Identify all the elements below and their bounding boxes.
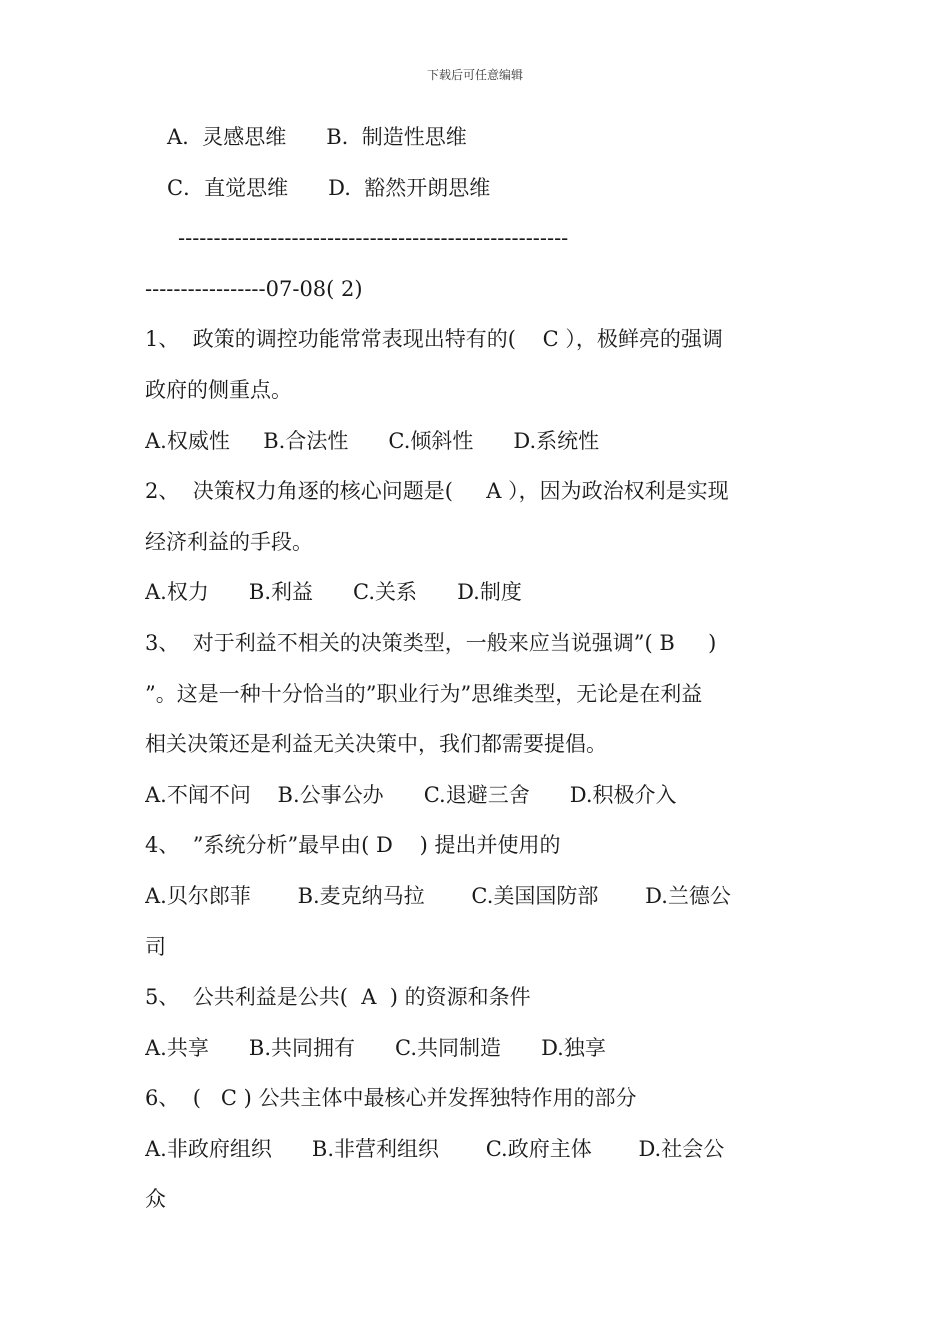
question-5: 5、 公共利益是公共( A ) 的资源和条件	[145, 985, 531, 1010]
question-6: 6、 ( C ) 公共主体中最核心并发挥独特作用的部分	[145, 1086, 637, 1111]
question-6-options: A.非政府组织 B.非营利组织 C.政府主体 D.社会公	[145, 1136, 725, 1161]
question-6-options-cont: 众	[145, 1187, 166, 1212]
question-4-options: A.贝尔郎菲 B.麦克纳马拉 C.美国国防部 D.兰德公	[145, 883, 731, 908]
document-body	[145, 112, 815, 1225]
question-4: 4、 ”系统分析”最早由( D ) 提出并使用的	[145, 833, 561, 858]
question-1: 1、 政策的调控功能常常表现出特有的( C ），极鲜亮的强调	[145, 327, 723, 352]
option-line-ab: A. 灵感思维 B. 制造性思维	[167, 125, 467, 149]
option-line-cd: C．直觉思维 D. 豁然开朗思维	[167, 175, 491, 200]
question-4-options-cont: 司	[145, 934, 166, 959]
section-heading: -----------------07-08( 2)	[145, 276, 363, 301]
question-3-cont-2: 相关决策还是利益无关决策中，我们都需要提倡。	[145, 732, 607, 757]
question-2-cont: 经济利益的手段。	[145, 529, 313, 554]
question-3-options: A.不闻不问 B.公事公办 C.退避三舍 D.积极介入	[145, 782, 677, 807]
question-5-options: A.共享 B.共同拥有 C.共同制造 D.独享	[145, 1035, 606, 1060]
question-3-cont: ”。这是一种十分恰当的”职业行为”思维类型，无论是在利益	[145, 681, 703, 706]
page-header: 下载后可任意编辑	[426, 68, 523, 82]
question-3: 3、 对于利益不相关的决策类型，一般来应当说强调”( B )	[145, 630, 717, 655]
question-2-options: A.权力 B.利益 C.关系 D.制度	[145, 580, 522, 605]
question-1-options: A.权威性 B.合法性 C.倾斜性 D.系统性	[145, 428, 600, 453]
question-1-cont: 政府的侧重点。	[145, 377, 292, 402]
question-2: 2、 决策权力角逐的核心问题是( A ），因为政治权利是实现	[145, 479, 729, 504]
separator-line: -------------------------------------------------------	[178, 226, 569, 251]
